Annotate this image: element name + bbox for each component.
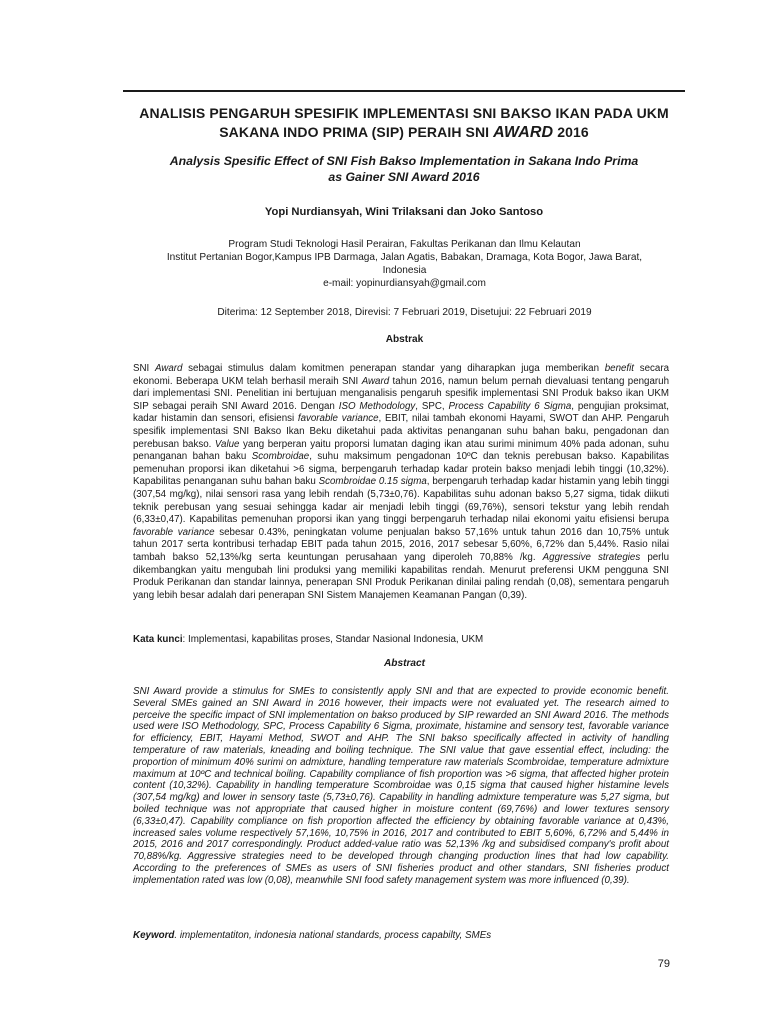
- abstrak-segment: Value: [214, 438, 240, 450]
- abstrak-segment: secara ekonomi. Beberapa UKM telah berhasil meraih SNI: [133, 363, 670, 387]
- abstrak-segment: Process Capability 6 Sigma: [448, 400, 572, 412]
- affiliation: [132, 238, 677, 277]
- abstrak-segment: yang berperan yaitu proporsi lumatan daging ikan atau surimi minimum 40% pada adonan, suhu penanganan bahan baku: [133, 438, 669, 463]
- abstrak-segment: , SPC,: [415, 400, 449, 412]
- abstrak-segment: Aggressive strategies: [542, 551, 641, 563]
- english-title-line1: Analysis Spesific Effect of SNI Fish Bakso Implementation in Sakana Indo Prima: [169, 154, 639, 168]
- author-email: e-mail: yopinurdiansyah@gmail.com: [323, 278, 486, 289]
- abstrak-segment: favorable variance: [297, 413, 379, 425]
- abstrak-segment: , suhu maksimum pengadonan 10ºC dan teknis perebusan bakso. Kapabilitas pemenuhan proporsi ikan diketahui >6 sigma, berpengaruh terhadap kadar protein bakso menjadi lebih tinggi (10,32%). Kapabilitas penanganan suhu bahan baku: [133, 451, 669, 488]
- paper-title-award: AWARD: [493, 124, 554, 141]
- abstrak-segment: Award: [361, 375, 390, 387]
- paper-title-line1: ANALISIS PENGARUH SPESIFIK IMPLEMENTASI SNI BAKSO IKAN PADA UKM: [139, 105, 669, 121]
- submission-dates: Diterima: 12 September 2018, Direvisi: 7 Februari 2019, Disetujui: 22 Februari 2019: [217, 307, 592, 318]
- abstrak-segment: , EBIT, nilai tambah ekonomi Hayami, SWOT dan AHP. Pengaruh spesifik implementasi SNI Bakso Ikan Beku diketahui pada aktivitas penanganan suhu bahan baku, pengadonan dan perebusan bakso.: [133, 413, 669, 450]
- abstrak-segment: , pengujian proksimat, kadar histamin dan sensori, efisiensi: [133, 400, 669, 425]
- kata-kunci-text: : Implementasi, kapabilitas proses, Standar Nasional Indonesia, UKM: [182, 634, 484, 645]
- abstrak-heading: Abstrak: [385, 334, 424, 345]
- paper-title-line2: [110, 123, 698, 142]
- keyword-label: Keyword: [133, 930, 175, 941]
- abstrak-segment: tahun 2016, namun belum pernah dievaluasi tentang pengaruh dari implementasi SNI. Penelitian ini bertujuan menganalisis pengaruh spesifik implementasi SNI Produk bakso ikan UKM SIP sebagai peraih SNI Award 2016. Dengan: [133, 375, 669, 412]
- english-title: [110, 153, 698, 185]
- affiliation-line3: Indonesia: [382, 265, 427, 276]
- affiliation-line1: Program Studi Teknologi Hasil Perairan, Fakultas Perikanan dan Ilmu Kelautan: [228, 239, 581, 250]
- abstrak-segment: benefit: [604, 363, 635, 374]
- abstrak-segment: sebagai stimulus dalam komitmen penerapan standar yang diharapkan juga memberikan: [182, 363, 605, 374]
- page-number: 79: [657, 958, 670, 970]
- abstract-heading: Abstract: [384, 658, 425, 669]
- abstrak-segment: favorable variance: [133, 526, 215, 538]
- abstrak-segment: SNI: [133, 363, 155, 374]
- keyword-text: . implementatiton, indonesia national standards, process capabilty, SMEs: [174, 930, 492, 941]
- abstrak-segment: , berpengaruh terhadap kadar histamin yang lebih tinggi (307,54 mg/kg), nilai sensori rasa yang lebih rendah (5,73±0,76). Kapabilitas suhu adonan bakso 5,27 sigma, tidak diikuti teknik perebusan yang sesuai sehingga kadar air menjadi lebih tinggi (69,76%), sensori tekstur yang lebih rendah (6,33±0,47). Kapabilitas pemenuhan proporsi ikan yang tinggi berpengaruh terhadap nilai ekonomi yaitu efisiensi berupa: [133, 476, 669, 526]
- keywords: [133, 930, 673, 941]
- author-list: Yopi Nurdiansyah, Wini Trilaksani dan Joko Santoso: [264, 206, 544, 218]
- abstrak-segment: ISO Methodology: [338, 400, 416, 412]
- abstrak-segment: Scombroidae 0.15 sigma: [318, 476, 427, 488]
- affiliation-line2: Institut Pertanian Bogor,Kampus IPB Darmaga, Jalan Agatis, Babakan, Dramaga, Kota Bogor, Jawa Barat,: [166, 252, 643, 263]
- abstrak-segment: sebesar 0.43%, peningkatan volume penjualan bakso 57,16% untuk tahun 2016 dan 10,75% untuk tahun 2017 serta kontribusi terhadap EBIT pada tahun 2015, 2016, 2017 sebesar 5,60%, 6,72% dan 5,44%. Rasio nilai tambah bakso 52,13%/kg serta keuntungan perusahaan yang diperoleh 70,88% /kg.: [133, 526, 669, 563]
- paper-title-line2-post: 2016: [553, 124, 589, 140]
- abstrak-segment: Scombroidae: [251, 451, 310, 463]
- paper-title-line2-pre: SAKANA INDO PRIMA (SIP) PERAIH SNI: [219, 124, 494, 140]
- abstrak-segment: Award: [154, 363, 183, 374]
- english-title-line2: as Gainer SNI Award 2016: [328, 170, 480, 184]
- header-rule: [123, 90, 685, 92]
- kata-kunci-label: Kata kunci: [133, 634, 183, 645]
- kata-kunci: [133, 634, 673, 645]
- abstract-body: SNI Award provide a stimulus for SMEs to consistently apply SNI and that are expected to provide economic benefit. Several SMEs gained an SNI Award in 2016 however, their impacts were not evaluated yet. The research aimed to perceive the specific impact of SNI implementation on bakso produced by SIP rewarded an SNI Award 2016. The methods used were ISO Methodology, SPC, Process Capability 6 Sigma, proximate, histamine and sensory test, favorable variance for efficiency, EBIT, Hayami Method, SWOT and AHP. The SNI bakso specifically affected in activity of handling temperature of raw materials, kneading and boiling technique. The SNI value that gave essential effect, including: the proportion of minimum 40% surimi on admixture, handling temperature raw materials Scombroidae, temperature admixture maximum at 10ºC and technical boiling. Capability compliance of fish proportion was >6 sigma, that affected higher protein content (10,32%). Capability in handling temperature Scombroidae was 0,15 sigma that caused higher histamine levels (307,54 mg/kg) and lower in sensory taste (5,73±0,76). Capability in handling admixture temperature was 5,27 sigma, but boiled technique was not appropriate that caused higher in moisture content (69,76%) and lower textures sensory (6,33±0,47). Capability compliance on fish proportion affected the efficiency by obtaining favorable variance at 0,43%, increased sales volume respectively 57,16%, 10,75% in 2016, 2017 and contributed to EBIT 5,60%, 6,72% and 5,44% in 2015, 2016 and 2017 correspondingly. Product added-value ratio was 52,13% /kg and subsidised company's profit about 70,88%/kg. Aggressive strategies need to be developed through changing production lines that had low capability. According to the preferences of SMEs as users of SNI fisheries product and other standars, SNI fisheries product implementation rated was low (0,08), meanwhile SNI food safety management system was more influenced (0,39).: [133, 686, 669, 886]
- abstrak-segment: perlu dikembangkan yaitu mengubah lini produksi yang memiliki kapabilitas rendah. Menurut preferensi UKM pengguna SNI Produk Perikanan dan standar lainnya, penerapan SNI Produk Perikanan dinilai paling rendah (0,08), sementara pengaruh yang lebih besar adalah dari penerapan SNI Sistem Manajemen Keamanan Pangan (0,39).: [133, 551, 669, 601]
- paper-title: [110, 104, 698, 142]
- abstrak-body: [133, 363, 669, 602]
